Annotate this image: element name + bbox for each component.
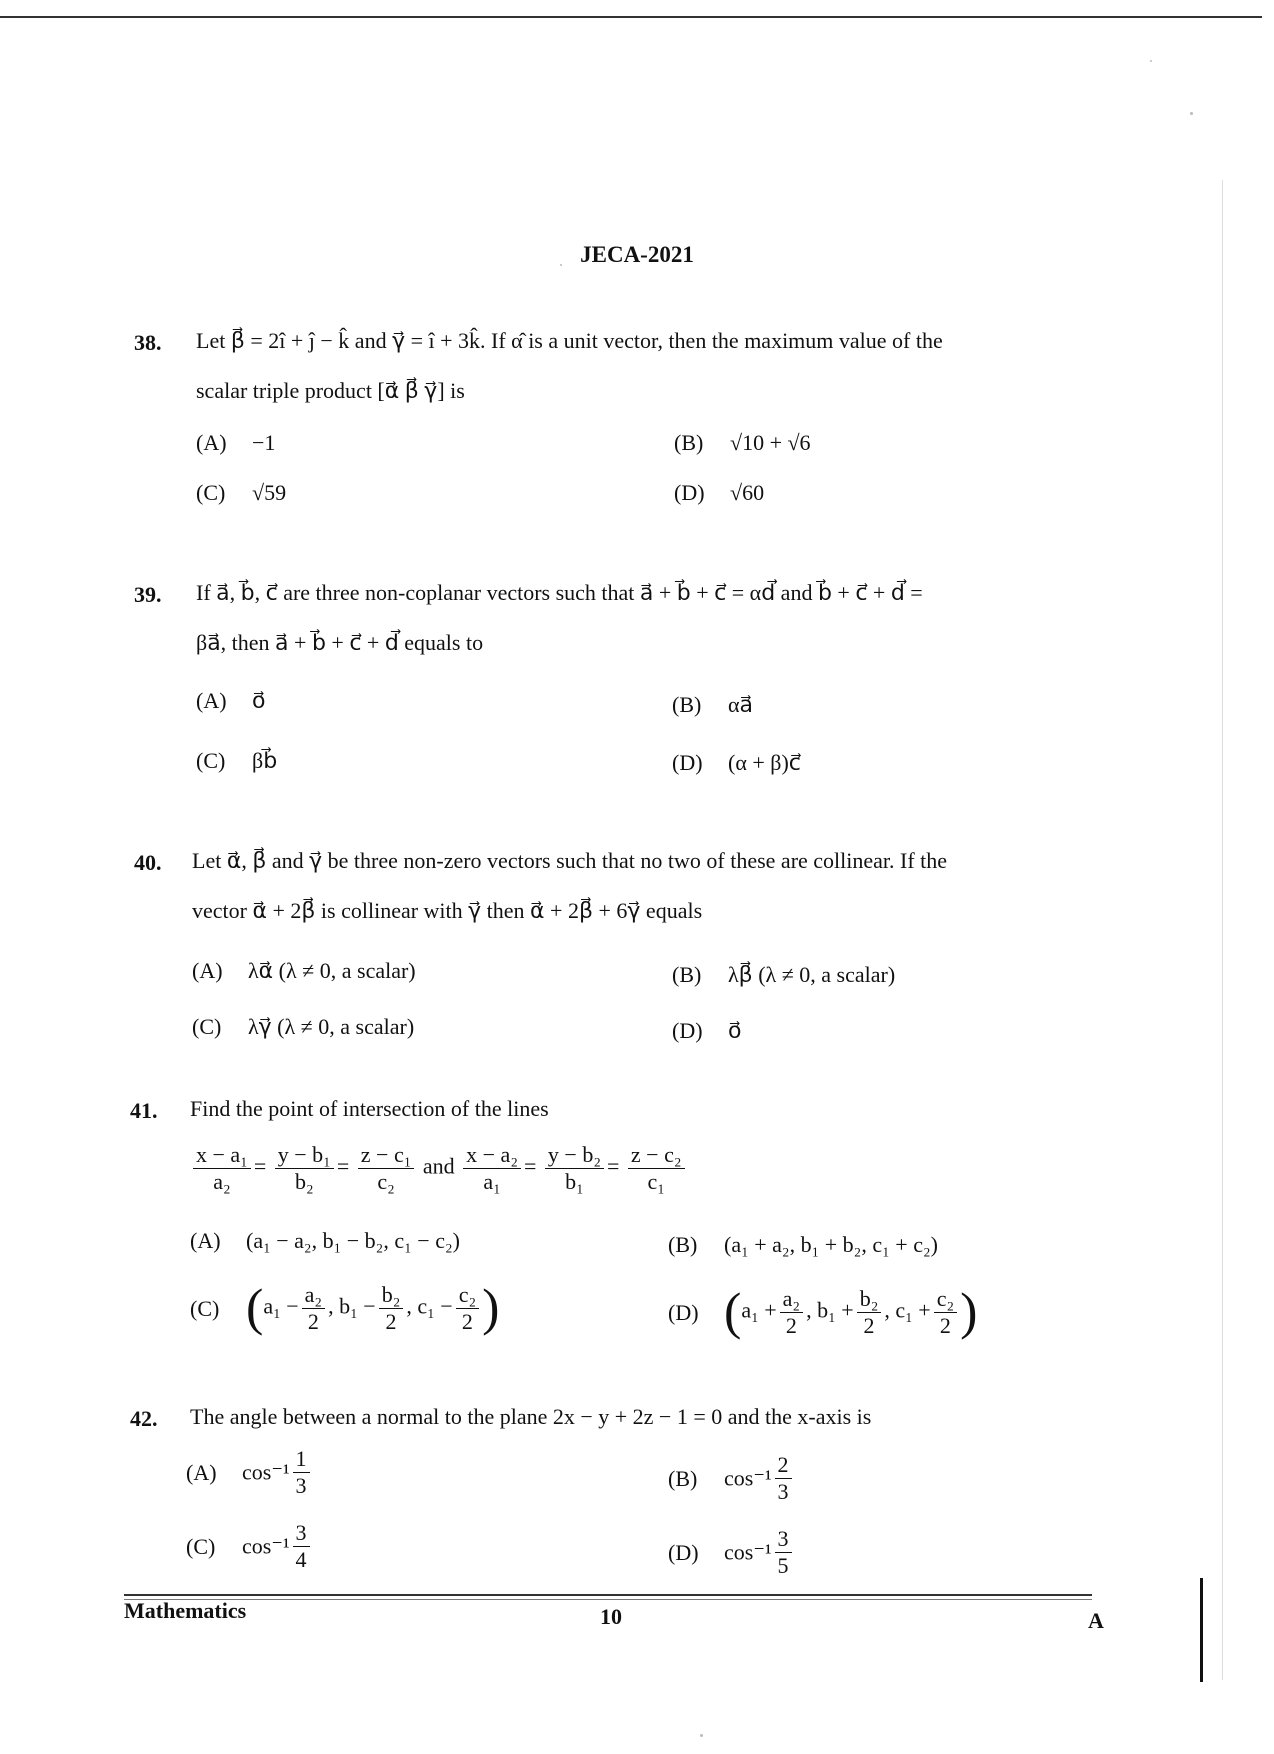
question-number: 38. [134, 330, 162, 355]
fraction: $\frac{3}{5}$ [775, 1526, 792, 1579]
option-b[interactable] [672, 962, 895, 988]
option-label: (A) [196, 430, 227, 455]
option-label: (C) [192, 1014, 222, 1039]
option-b[interactable]: (B) cos⁻¹ $\frac{2}{3}$ [668, 1452, 795, 1505]
question-text [192, 836, 1116, 936]
option-label: (A) [192, 958, 223, 983]
option-text: o⃗ [252, 688, 266, 713]
question-text [196, 568, 1116, 668]
page-number: 10 [600, 1604, 622, 1629]
scan-speck [1150, 60, 1152, 62]
option-c[interactable]: (C) (a₁ − $\frac{\text{a₂}}{2}$ , b₁ − $\frac{\text{b₂}}{2}$ , c₁ − $\frac{\text{c₂}}{2}$ ) [190, 1279, 500, 1337]
fraction: $\frac{\text{y − b₁}}{\text{b₂}}$ [275, 1142, 334, 1195]
fraction: $\frac{\text{c₂}}{2}$ [456, 1282, 479, 1335]
option-text: λα⃗ (λ ≠ 0, a scalar) [248, 958, 416, 983]
option-label: (A) [186, 1459, 217, 1485]
set-code: A [1088, 1608, 1104, 1633]
option-label: (D) [674, 480, 705, 505]
option-a[interactable] [196, 430, 275, 456]
option-label: (C) [190, 1295, 220, 1321]
option-c[interactable] [196, 480, 286, 506]
fraction: $\frac{\text{z − c₁}}{\text{c₂}}$ [358, 1142, 415, 1195]
option-b[interactable] [674, 430, 811, 456]
option-text: βb⃗ [252, 748, 278, 773]
option-a[interactable]: (A) cos⁻¹ $\frac{1}{3}$ [186, 1446, 313, 1499]
question-line: Let α⃗, β⃗ and γ⃗ be three non-zero vectors such that no two of these are collinear. If the [192, 848, 948, 873]
option-label: (C) [186, 1533, 216, 1559]
fraction: $\frac{1}{3}$ [293, 1446, 310, 1499]
fraction: $\frac{\text{a₂}}{2}$ [302, 1282, 325, 1335]
page-header: JECA-2021 [580, 242, 694, 267]
option-label: (B) [668, 1232, 698, 1257]
option-label: (B) [672, 692, 702, 717]
fraction: $\frac{2}{3}$ [775, 1452, 792, 1505]
question-number: 42. [130, 1406, 158, 1431]
option-text: (a₁ − a₂, b₁ − b₂, c₁ − c₂) [246, 1228, 460, 1253]
option-b[interactable] [668, 1232, 938, 1258]
option-d[interactable]: (D) (a₁ + $\frac{\text{a₂}}{2}$ , b₁ + $\frac{\text{b₂}}{2}$ , c₁ + $\frac{\text{c₂}}{2}$ ) [668, 1283, 978, 1341]
option-label: (B) [672, 962, 702, 987]
option-text: −1 [252, 430, 276, 455]
option-label: (B) [668, 1465, 698, 1491]
scan-edge-bar [1200, 1578, 1203, 1682]
question-line: Let β⃗ = 2î + ĵ − k̂ and γ⃗ = î + 3k̂. If α̂ is a unit vector, then the maximum value of the [196, 328, 943, 353]
footer-subject: Mathematics [124, 1598, 247, 1623]
option-text: √10 + √6 [730, 430, 811, 455]
question-line: scalar triple product [α⃗ β⃗ γ⃗] is [196, 378, 465, 403]
question-line: vector α⃗ + 2β⃗ is collinear with γ⃗ then α⃗ + 2β⃗ + 6γ⃗ equals [192, 898, 703, 923]
fraction: $\frac{\text{y − b₂}}{\text{b₁}}$ [545, 1142, 604, 1195]
option-text: (α + β)c⃗ [728, 750, 801, 775]
question-text: Find the point of intersection of the lines [190, 1096, 549, 1121]
option-text: λβ⃗ (λ ≠ 0, a scalar) [728, 962, 896, 987]
paren-left: ( [724, 1283, 742, 1341]
option-c[interactable] [196, 748, 277, 774]
fraction: $\frac{\text{x − a₁}}{\text{a₂}}$ [193, 1142, 251, 1195]
option-c[interactable] [192, 1014, 414, 1040]
option-text: αa⃗ [728, 692, 754, 717]
paren-right: ) [482, 1279, 500, 1337]
fraction: $\frac{\text{z − c₂}}{\text{c₁}}$ [628, 1142, 685, 1195]
option-label: (D) [672, 750, 703, 775]
option-label: (C) [196, 748, 226, 773]
question-number: 41. [130, 1098, 158, 1123]
option-text: (a₁ + a₂, b₁ + b₂, c₁ + c₂) [724, 1232, 938, 1257]
option-a[interactable] [192, 958, 416, 984]
option-label: (B) [674, 430, 704, 455]
question-text: The angle between a normal to the plane 2x − y + 2z − 1 = 0 and the x-axis is [190, 1404, 872, 1429]
option-label: (D) [672, 1018, 703, 1043]
fraction: $\frac{\text{c₂}}{2}$ [934, 1286, 957, 1339]
paren-left: ( [246, 1279, 264, 1337]
option-text: λγ⃗ (λ ≠ 0, a scalar) [248, 1014, 415, 1039]
option-text: √59 [252, 480, 287, 505]
scan-speck [560, 264, 562, 266]
option-d[interactable] [672, 750, 801, 776]
option-label: (A) [196, 688, 227, 713]
paren-right: ) [960, 1283, 978, 1341]
option-text: √60 [730, 480, 765, 505]
option-d[interactable] [672, 1018, 741, 1044]
fraction: $\frac{\text{a₂}}{2}$ [780, 1286, 803, 1339]
option-text: o⃗ [728, 1018, 742, 1043]
option-label: (D) [668, 1539, 699, 1565]
question-line: βa⃗, then a⃗ + b⃗ + c⃗ + d⃗ equals to [196, 630, 484, 655]
option-d[interactable]: (D) cos⁻¹ $\frac{3}{5}$ [668, 1526, 795, 1579]
option-d[interactable] [674, 480, 764, 506]
option-label: (A) [190, 1228, 221, 1253]
line-equations: $\frac{\text{x − a₁}}{\text{a₂}}$ = $\frac{\text{y − b₁}}{\text{b₂}}$ = $\frac{\text{z − c₁}}{\text{c₂}}$ and $\frac{\text{x − a₂}}{\text{a₁}}$ = $\frac{\text{y − b₂}}{\text{b₁}}$ = $\frac{\text{z − c₂}}{\text{c₁}}$ [190, 1142, 688, 1195]
scan-speck [700, 1734, 703, 1737]
question-number: 40. [134, 850, 162, 875]
option-label: (D) [668, 1299, 699, 1325]
question-number: 39. [134, 582, 162, 607]
footer-rule [124, 1594, 1092, 1596]
option-c[interactable]: (C) cos⁻¹ $\frac{3}{4}$ [186, 1520, 313, 1573]
option-b[interactable] [672, 692, 753, 718]
fraction: $\frac{\text{x − a₂}}{\text{a₁}}$ [463, 1142, 521, 1195]
footer-rule-secondary [124, 1599, 1092, 1600]
fraction: $\frac{\text{b₂}}{2}$ [379, 1282, 404, 1335]
fraction: $\frac{3}{4}$ [293, 1520, 310, 1573]
option-a[interactable] [196, 688, 265, 714]
fraction: $\frac{\text{b₂}}{2}$ [857, 1286, 882, 1339]
scan-speck [1190, 112, 1193, 115]
scan-edge-line [1222, 180, 1223, 1680]
option-label: (C) [196, 480, 226, 505]
option-a[interactable] [190, 1228, 460, 1254]
top-rule [0, 16, 1262, 18]
and-word: and [422, 1153, 455, 1179]
question-text [196, 316, 1116, 416]
question-line: If a⃗, b⃗, c⃗ are three non-coplanar vectors such that a⃗ + b⃗ + c⃗ = αd⃗ and b⃗ + c⃗ + d⃗ = [196, 580, 923, 605]
